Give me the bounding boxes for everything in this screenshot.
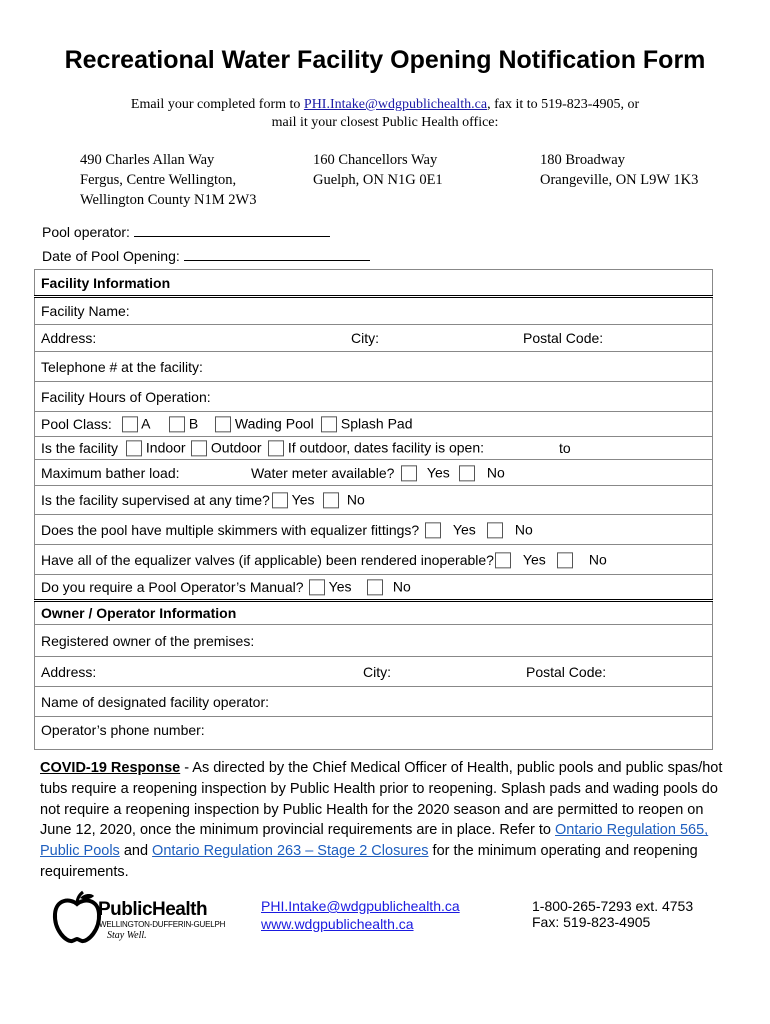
equalizer-no-checkbox[interactable] bbox=[557, 552, 573, 568]
intro-line-2: mail it your closest Public Health office: bbox=[271, 115, 499, 130]
equalizer-yes-option bbox=[495, 551, 546, 568]
apple-icon bbox=[52, 890, 102, 944]
office-fergus bbox=[80, 150, 256, 210]
owner-header-cell bbox=[35, 601, 713, 625]
footer-contact-links bbox=[261, 898, 460, 934]
facility-phone-label: Telephone # at the facility: bbox=[41, 358, 203, 375]
facility-address-label: Address: bbox=[41, 330, 97, 346]
equalizer-yes-checkbox[interactable] bbox=[495, 552, 511, 568]
manual-label: Do you require a Pool Operator’s Manual? bbox=[41, 579, 304, 595]
opening-date-field bbox=[42, 246, 370, 264]
intro-email-link[interactable]: PHI.Intake@wdgpublichealth.ca bbox=[303, 97, 488, 112]
office-line: Wellington County N1M 2W3 bbox=[80, 192, 257, 208]
facility-hours-label: Facility Hours of Operation: bbox=[41, 388, 211, 405]
covid-paragraph bbox=[40, 758, 730, 883]
facility-address-row[interactable] bbox=[35, 325, 713, 352]
owner-address-label: Address: bbox=[41, 663, 97, 680]
designated-operator-label: Name of designated facility operator: bbox=[41, 693, 270, 710]
skimmers-no-option bbox=[487, 521, 533, 538]
registered-owner-row[interactable] bbox=[35, 625, 713, 657]
regulation-263-link[interactable]: Ontario Regulation 263 – Stage 2 Closures bbox=[152, 843, 429, 860]
equalizer-no-label: No bbox=[588, 550, 607, 567]
office-orangeville bbox=[540, 150, 698, 190]
public-health-logo bbox=[52, 890, 226, 950]
manual-yes-label: Yes bbox=[328, 578, 352, 595]
water-meter-yes-checkbox[interactable] bbox=[401, 465, 417, 481]
water-meter-no-label: No bbox=[486, 463, 505, 480]
water-meter-no-checkbox[interactable] bbox=[459, 465, 475, 481]
manual-row bbox=[35, 575, 713, 601]
class-a-label: A bbox=[141, 415, 151, 432]
covid-and: and bbox=[119, 843, 153, 860]
skimmers-label: Does the pool have multiple skimmers with equalizer fittings? bbox=[41, 521, 420, 538]
manual-no-option bbox=[367, 578, 411, 595]
pool-class-label: Pool Class: bbox=[41, 416, 112, 432]
footer-email-link[interactable]: PHI.Intake@wdgpublichealth.ca bbox=[261, 898, 460, 914]
facility-name-label: Facility Name: bbox=[41, 303, 130, 319]
pool-operator-field bbox=[42, 222, 330, 240]
bather-load-row bbox=[35, 460, 713, 486]
class-wading-checkbox[interactable] bbox=[215, 417, 231, 433]
supervised-row bbox=[35, 486, 713, 515]
covid-text-1: - As directed by the Chief Medical Officer of Health, public pools and public spas/hot tubs require a reopening inspection by Public Health prior to reopening. Splash pads and wading pools do not require a reopening inspection by Public Health for the 2020 season and are permitted to reopen on June 12, 2020, once the minimum provincial requirements are in place. Refer to bbox=[40, 760, 723, 839]
regulation-565-link[interactable]: Ontario Regulation 565, Public Pools bbox=[40, 822, 709, 860]
form-table bbox=[34, 269, 713, 750]
covid-text-2: for the minimum operating and reopening requirements. bbox=[40, 843, 698, 880]
water-meter-yes-option bbox=[401, 464, 450, 481]
indoor-label: Indoor bbox=[145, 439, 186, 456]
indoor-checkbox[interactable] bbox=[126, 441, 142, 457]
indoor-option bbox=[126, 439, 186, 456]
owner-city-label: City: bbox=[363, 663, 391, 680]
footer-fax: Fax: 519-823-4905 bbox=[532, 914, 651, 930]
footer-website-link[interactable]: www.wdgpublichealth.ca bbox=[261, 916, 414, 932]
office-line: 490 Charles Allan Way bbox=[80, 152, 215, 168]
facility-hours-row[interactable] bbox=[35, 382, 713, 412]
owner-address-row[interactable] bbox=[35, 657, 713, 687]
manual-no-checkbox[interactable] bbox=[367, 580, 383, 596]
water-meter-yes-label: Yes bbox=[426, 463, 450, 480]
office-line: Guelph, ON N1G 0E1 bbox=[313, 172, 443, 188]
manual-no-label: No bbox=[392, 578, 411, 595]
logo-sub-text: WELLINGTON-DUFFERIN-GUELPH bbox=[99, 920, 226, 929]
skimmers-no-label: No bbox=[514, 520, 533, 537]
intro-prefix: Email your completed form to bbox=[130, 97, 304, 112]
class-b-label: B bbox=[188, 415, 199, 432]
is-facility-label: Is the facility bbox=[41, 440, 119, 456]
office-guelph bbox=[313, 150, 443, 190]
supervised-yes-label: Yes bbox=[291, 491, 315, 508]
class-splash-checkbox[interactable] bbox=[321, 417, 337, 433]
class-wading-label: Wading Pool bbox=[234, 415, 314, 432]
skimmers-yes-label: Yes bbox=[452, 520, 476, 537]
water-meter-no-option bbox=[459, 464, 505, 481]
outdoor-option bbox=[191, 439, 261, 456]
facility-name-row[interactable] bbox=[35, 297, 713, 325]
office-line: Fergus, Centre Wellington, bbox=[80, 172, 237, 188]
outdoor-label: Outdoor bbox=[210, 439, 262, 456]
class-b-checkbox[interactable] bbox=[169, 417, 185, 433]
office-line: Orangeville, ON L9W 1K3 bbox=[540, 172, 699, 188]
owner-postal-label: Postal Code: bbox=[526, 663, 607, 680]
office-line: 160 Chancellors Way bbox=[313, 152, 438, 168]
skimmers-no-checkbox[interactable] bbox=[487, 522, 503, 538]
opening-date-input[interactable] bbox=[184, 246, 370, 261]
covid-heading: COVID-19 Response bbox=[40, 760, 181, 776]
max-load-label: Maximum bather load: bbox=[41, 464, 180, 481]
footer-phone: 1-800-265-7293 ext. 4753 bbox=[532, 898, 694, 914]
form-title: Recreational Water Facility Opening Notification Form bbox=[64, 46, 706, 74]
facility-phone-row[interactable] bbox=[35, 352, 713, 382]
facility-postal-label: Postal Code: bbox=[523, 330, 604, 346]
operator-phone-row[interactable] bbox=[35, 717, 713, 750]
facility-section-header: Facility Information bbox=[41, 274, 171, 291]
supervised-no-label: No bbox=[346, 491, 365, 508]
class-splash-label: Splash Pad bbox=[340, 415, 413, 432]
supervised-yes-option bbox=[272, 491, 314, 508]
skimmers-row bbox=[35, 515, 713, 545]
owner-section-header: Owner / Operator Information bbox=[41, 605, 237, 621]
outdoor-checkbox[interactable] bbox=[191, 441, 207, 457]
outdoor-dates-option bbox=[268, 439, 484, 456]
facility-type-row bbox=[35, 437, 713, 460]
facility-header-cell bbox=[35, 270, 713, 297]
pool-operator-label: Pool operator: bbox=[42, 224, 130, 240]
class-splash-option bbox=[321, 415, 413, 432]
outdoor-dates-checkbox[interactable] bbox=[268, 441, 284, 457]
opening-date-label: Date of Pool Opening: bbox=[42, 248, 180, 264]
supervised-yes-checkbox[interactable] bbox=[272, 493, 288, 509]
intro-line-1 bbox=[0, 97, 770, 113]
equalizer-yes-label: Yes bbox=[522, 550, 546, 567]
designated-operator-row[interactable] bbox=[35, 687, 713, 717]
dates-to-label: to bbox=[559, 440, 571, 456]
logo-tagline: Stay Well. bbox=[107, 930, 147, 941]
operator-phone-label: Operator’s phone number: bbox=[41, 721, 205, 738]
supervised-label: Is the facility supervised at any time? bbox=[41, 492, 270, 508]
supervised-no-option bbox=[323, 491, 365, 508]
facility-city-label: City: bbox=[351, 330, 379, 346]
equalizer-row bbox=[35, 545, 713, 575]
logo-main-text: PublicHealth bbox=[98, 899, 208, 920]
class-wading-option bbox=[215, 415, 314, 432]
footer-phone-fax bbox=[532, 898, 693, 930]
registered-owner-label: Registered owner of the premises: bbox=[41, 632, 255, 649]
class-a-checkbox[interactable] bbox=[122, 417, 138, 433]
skimmers-yes-option bbox=[425, 521, 476, 538]
water-meter-label: Water meter available? bbox=[251, 464, 395, 481]
equalizer-no-option bbox=[557, 551, 607, 568]
office-line: 180 Broadway bbox=[540, 152, 625, 168]
pool-class-row bbox=[35, 412, 713, 437]
intro-suffix: , fax it to 519-823-4905, or bbox=[487, 97, 640, 112]
class-a-option bbox=[122, 415, 150, 432]
outdoor-dates-label: If outdoor, dates facility is open: bbox=[287, 439, 485, 456]
class-b-option bbox=[169, 415, 198, 432]
supervised-no-checkbox[interactable] bbox=[323, 493, 339, 509]
pool-operator-input[interactable] bbox=[134, 222, 330, 237]
manual-yes-checkbox[interactable] bbox=[309, 580, 325, 596]
equalizer-label: Have all of the equalizer valves (if applicable) been rendered inoperable? bbox=[41, 551, 494, 568]
skimmers-yes-checkbox[interactable] bbox=[425, 522, 441, 538]
manual-yes-option bbox=[309, 578, 351, 595]
